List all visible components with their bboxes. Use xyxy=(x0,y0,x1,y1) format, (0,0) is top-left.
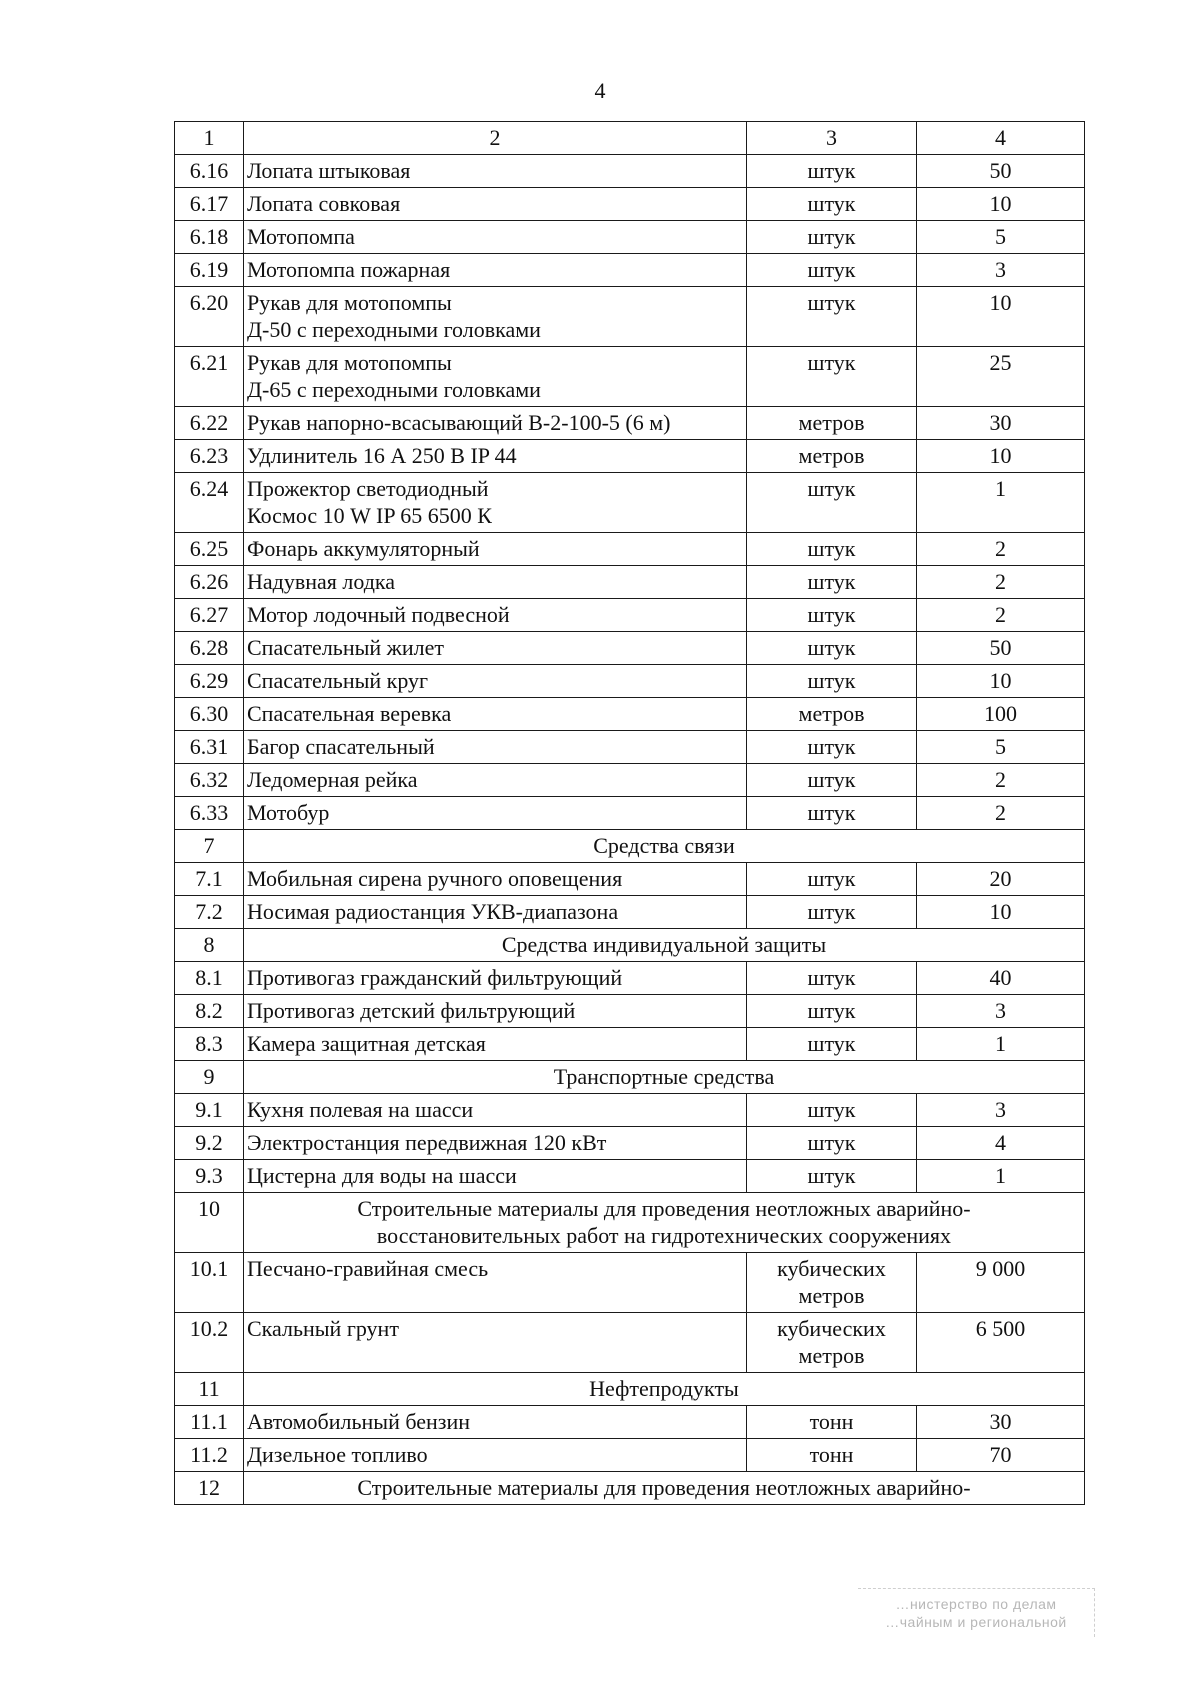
item-number: 10.1 xyxy=(175,1253,244,1313)
stamp-line-2: …чайным и региональной xyxy=(885,1614,1067,1630)
item-unit: штук xyxy=(747,533,917,566)
item-unit: штук xyxy=(747,221,917,254)
item-number: 9.2 xyxy=(175,1127,244,1160)
item-unit: тонн xyxy=(747,1406,917,1439)
item-quantity: 1 xyxy=(917,1028,1085,1061)
item-number: 6.17 xyxy=(175,188,244,221)
item-number: 8.3 xyxy=(175,1028,244,1061)
item-quantity: 9 000 xyxy=(917,1253,1085,1313)
item-unit: штук xyxy=(747,632,917,665)
section-row xyxy=(175,1472,1085,1505)
item-name: Электростанция передвижная 120 кВт xyxy=(244,1127,747,1160)
item-name: Лопата совковая xyxy=(244,188,747,221)
item-unit: штук xyxy=(747,155,917,188)
item-unit: кубических метров xyxy=(747,1253,917,1313)
table-row xyxy=(175,1094,1085,1127)
item-name: Рукав для мотопомпы Д-65 с переходными головками xyxy=(244,347,747,407)
item-number: 6.26 xyxy=(175,566,244,599)
table-row xyxy=(175,347,1085,407)
item-number: 9.3 xyxy=(175,1160,244,1193)
item-number: 6.20 xyxy=(175,287,244,347)
item-unit: штук xyxy=(747,287,917,347)
item-name: Дизельное топливо xyxy=(244,1439,747,1472)
page-number: 4 xyxy=(594,78,606,103)
item-quantity: 2 xyxy=(917,599,1085,632)
item-quantity: 5 xyxy=(917,731,1085,764)
item-number: 7.1 xyxy=(175,863,244,896)
ministry-stamp xyxy=(858,1588,1095,1637)
item-unit: штук xyxy=(747,566,917,599)
item-quantity: 40 xyxy=(917,962,1085,995)
section-title: Строительные материалы для проведения неотложных аварийно- восстановительных работ на гидротехнических сооружениях xyxy=(244,1193,1085,1253)
table-row xyxy=(175,1253,1085,1313)
item-unit: штук xyxy=(747,599,917,632)
item-name: Автомобильный бензин xyxy=(244,1406,747,1439)
item-number: 6.28 xyxy=(175,632,244,665)
table-row xyxy=(175,188,1085,221)
item-name: Спасательный круг xyxy=(244,665,747,698)
item-name: Рукав для мотопомпы Д-50 с переходными головками xyxy=(244,287,747,347)
item-quantity: 10 xyxy=(917,896,1085,929)
table-row xyxy=(175,533,1085,566)
table-row xyxy=(175,1313,1085,1373)
item-name: Песчано-гравийная смесь xyxy=(244,1253,747,1313)
table-row xyxy=(175,566,1085,599)
equipment-table xyxy=(174,121,1085,1505)
table-row xyxy=(175,599,1085,632)
table-header-row xyxy=(175,122,1085,155)
item-quantity: 2 xyxy=(917,797,1085,830)
section-title: Средства связи xyxy=(244,830,1085,863)
table-row xyxy=(175,896,1085,929)
item-number: 6.33 xyxy=(175,797,244,830)
item-unit: штук xyxy=(747,1094,917,1127)
item-quantity: 20 xyxy=(917,863,1085,896)
item-number: 8.1 xyxy=(175,962,244,995)
item-quantity: 3 xyxy=(917,254,1085,287)
table-row xyxy=(175,995,1085,1028)
table-row xyxy=(175,1127,1085,1160)
section-number: 12 xyxy=(175,1472,244,1505)
item-number: 9.1 xyxy=(175,1094,244,1127)
section-title: Нефтепродукты xyxy=(244,1373,1085,1406)
item-number: 11.2 xyxy=(175,1439,244,1472)
item-number: 8.2 xyxy=(175,995,244,1028)
item-quantity: 50 xyxy=(917,632,1085,665)
item-quantity: 30 xyxy=(917,407,1085,440)
table-row xyxy=(175,1160,1085,1193)
table-row xyxy=(175,440,1085,473)
item-number: 6.31 xyxy=(175,731,244,764)
item-unit: штук xyxy=(747,1127,917,1160)
item-quantity: 10 xyxy=(917,665,1085,698)
item-unit: метров xyxy=(747,698,917,731)
item-unit: штук xyxy=(747,995,917,1028)
item-unit: штук xyxy=(747,797,917,830)
item-name: Мотобур xyxy=(244,797,747,830)
table-row xyxy=(175,287,1085,347)
item-name: Багор спасательный xyxy=(244,731,747,764)
item-number: 6.16 xyxy=(175,155,244,188)
table-row xyxy=(175,632,1085,665)
item-name: Цистерна для воды на шасси xyxy=(244,1160,747,1193)
item-unit: штук xyxy=(747,731,917,764)
item-number: 6.18 xyxy=(175,221,244,254)
item-name: Мотопомпа xyxy=(244,221,747,254)
item-quantity: 3 xyxy=(917,1094,1085,1127)
item-name: Рукав напорно-всасывающий В-2-100-5 (6 м) xyxy=(244,407,747,440)
table-row xyxy=(175,797,1085,830)
item-quantity: 6 500 xyxy=(917,1313,1085,1373)
section-title: Средства индивидуальной защиты xyxy=(244,929,1085,962)
header-col-1: 1 xyxy=(175,122,244,155)
section-number: 11 xyxy=(175,1373,244,1406)
item-quantity: 100 xyxy=(917,698,1085,731)
table-row xyxy=(175,221,1085,254)
section-row xyxy=(175,1373,1085,1406)
table-row xyxy=(175,1406,1085,1439)
table-row xyxy=(175,665,1085,698)
item-quantity: 3 xyxy=(917,995,1085,1028)
stamp-line-1: …нистерство по делам xyxy=(895,1596,1057,1612)
item-unit: штук xyxy=(747,1028,917,1061)
item-unit: штук xyxy=(747,764,917,797)
item-name: Спасательный жилет xyxy=(244,632,747,665)
item-name: Спасательная веревка xyxy=(244,698,747,731)
item-quantity: 1 xyxy=(917,1160,1085,1193)
item-quantity: 10 xyxy=(917,287,1085,347)
item-name: Мотопомпа пожарная xyxy=(244,254,747,287)
item-name: Фонарь аккумуляторный xyxy=(244,533,747,566)
table-row xyxy=(175,254,1085,287)
item-unit: штук xyxy=(747,896,917,929)
section-row xyxy=(175,1061,1085,1094)
item-unit: метров xyxy=(747,407,917,440)
table-row xyxy=(175,1439,1085,1472)
item-name: Мотор лодочный подвесной xyxy=(244,599,747,632)
item-number: 7.2 xyxy=(175,896,244,929)
table-row xyxy=(175,155,1085,188)
item-name: Скальный грунт xyxy=(244,1313,747,1373)
section-title: Транспортные средства xyxy=(244,1061,1085,1094)
item-number: 6.24 xyxy=(175,473,244,533)
header-col-4: 4 xyxy=(917,122,1085,155)
item-number: 6.27 xyxy=(175,599,244,632)
item-name: Противогаз гражданский фильтрующий xyxy=(244,962,747,995)
table-row xyxy=(175,764,1085,797)
item-unit: штук xyxy=(747,863,917,896)
item-quantity: 30 xyxy=(917,1406,1085,1439)
item-quantity: 2 xyxy=(917,533,1085,566)
item-quantity: 70 xyxy=(917,1439,1085,1472)
item-name: Камера защитная детская xyxy=(244,1028,747,1061)
item-name: Носимая радиостанция УКВ-диапазона xyxy=(244,896,747,929)
item-unit: кубических метров xyxy=(747,1313,917,1373)
item-name: Ледомерная рейка xyxy=(244,764,747,797)
section-row xyxy=(175,1193,1085,1253)
item-unit: штук xyxy=(747,254,917,287)
section-number: 8 xyxy=(175,929,244,962)
item-number: 6.25 xyxy=(175,533,244,566)
item-unit: штук xyxy=(747,473,917,533)
item-name: Удлинитель 16 А 250 В IP 44 xyxy=(244,440,747,473)
section-number: 10 xyxy=(175,1193,244,1253)
item-unit: штук xyxy=(747,188,917,221)
item-name: Прожектор светодиодный Космос 10 W IP 65 6500 К xyxy=(244,473,747,533)
item-unit: штук xyxy=(747,1160,917,1193)
section-number: 7 xyxy=(175,830,244,863)
item-quantity: 10 xyxy=(917,188,1085,221)
table-row xyxy=(175,863,1085,896)
item-quantity: 10 xyxy=(917,440,1085,473)
item-name: Лопата штыковая xyxy=(244,155,747,188)
item-quantity: 4 xyxy=(917,1127,1085,1160)
item-quantity: 50 xyxy=(917,155,1085,188)
item-number: 6.29 xyxy=(175,665,244,698)
header-col-2: 2 xyxy=(244,122,747,155)
item-unit: метров xyxy=(747,440,917,473)
section-row xyxy=(175,830,1085,863)
item-quantity: 2 xyxy=(917,764,1085,797)
item-number: 6.30 xyxy=(175,698,244,731)
table-row xyxy=(175,407,1085,440)
section-row xyxy=(175,929,1085,962)
item-unit: штук xyxy=(747,347,917,407)
item-quantity: 5 xyxy=(917,221,1085,254)
item-number: 6.32 xyxy=(175,764,244,797)
table-row xyxy=(175,698,1085,731)
item-number: 6.22 xyxy=(175,407,244,440)
item-name: Противогаз детский фильтрующий xyxy=(244,995,747,1028)
table-row xyxy=(175,1028,1085,1061)
table-row xyxy=(175,962,1085,995)
item-unit: штук xyxy=(747,962,917,995)
item-unit: штук xyxy=(747,665,917,698)
item-unit: тонн xyxy=(747,1439,917,1472)
section-number: 9 xyxy=(175,1061,244,1094)
item-quantity: 25 xyxy=(917,347,1085,407)
item-number: 6.21 xyxy=(175,347,244,407)
item-number: 11.1 xyxy=(175,1406,244,1439)
table-row xyxy=(175,473,1085,533)
header-col-3: 3 xyxy=(747,122,917,155)
item-quantity: 2 xyxy=(917,566,1085,599)
item-number: 6.23 xyxy=(175,440,244,473)
item-quantity: 1 xyxy=(917,473,1085,533)
table-row xyxy=(175,731,1085,764)
item-number: 10.2 xyxy=(175,1313,244,1373)
item-name: Надувная лодка xyxy=(244,566,747,599)
item-name: Кухня полевая на шасси xyxy=(244,1094,747,1127)
item-name: Мобильная сирена ручного оповещения xyxy=(244,863,747,896)
item-number: 6.19 xyxy=(175,254,244,287)
section-title: Строительные материалы для проведения неотложных аварийно- xyxy=(244,1472,1085,1505)
